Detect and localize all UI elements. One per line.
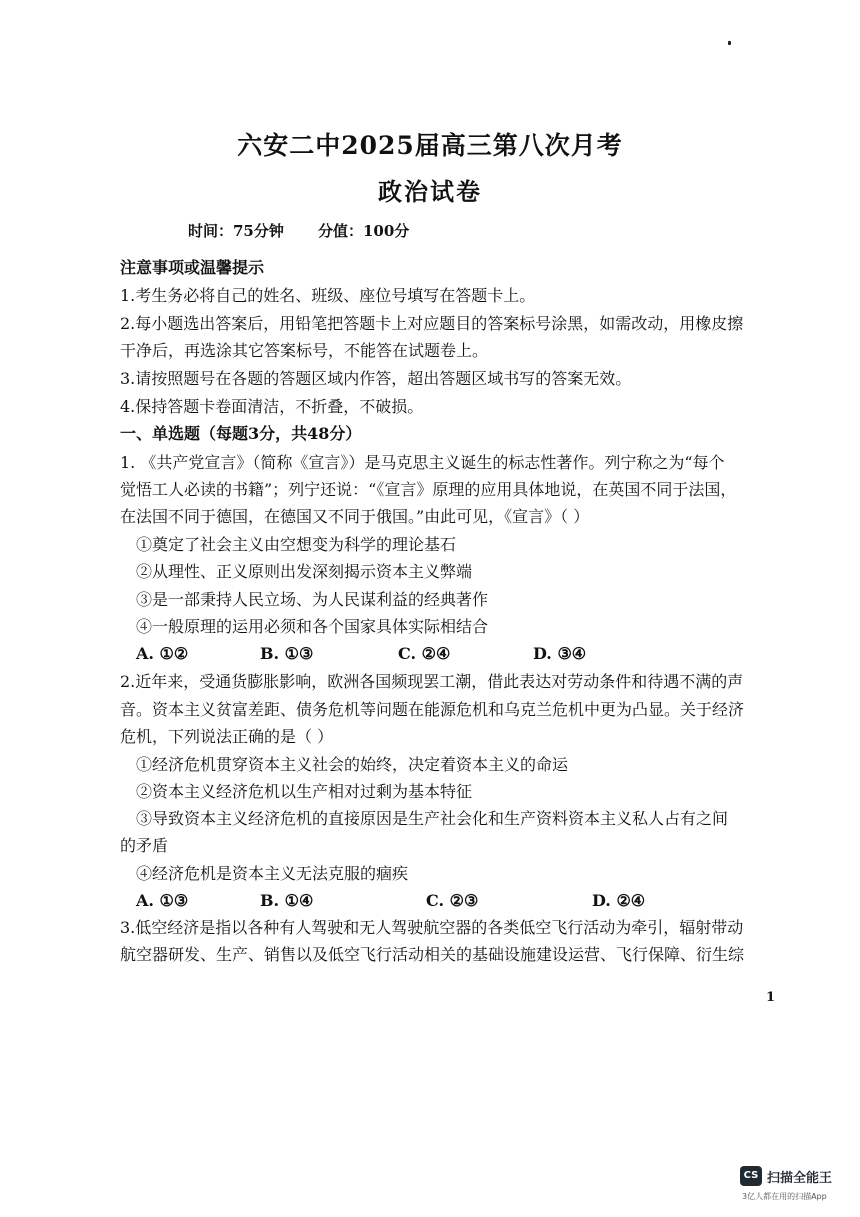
notice-item: 1.考生务必将自己的姓名、班级、座位号填写在答题卡上。: [120, 286, 536, 305]
notice-item: 干净后，再选涂其它答案标号，不能答在试题卷上。: [120, 341, 489, 360]
answer-option-a: A. ①②: [136, 644, 189, 663]
answer-option-b: B. ①③: [260, 644, 314, 663]
answer-option-d: D. ③④: [533, 644, 587, 663]
watermark-app-name: 扫描全能王: [767, 1171, 833, 1186]
notice-item: 3.请按照题号在各题的答题区域内作答，超出答题区域书写的答案无效。: [120, 369, 632, 388]
question-stem-line: 1. 《共产党宣言》（简称《宣言》）是马克思主义诞生的标志性著作。列宁称之为“每个: [120, 453, 725, 472]
question-stem-line: 航空器研发、生产、销售以及低空飞行活动相关的基础设施建设运营、飞行保障、衍生综: [120, 945, 745, 964]
notice-item: 4.保持答题卡卷面清洁，不折叠，不破损。: [120, 397, 424, 416]
answer-option-b: B. ①④: [260, 891, 314, 910]
camscanner-logo-icon: CS: [740, 1166, 762, 1186]
question-statement: ②资本主义经济危机以生产相对过剩为基本特征: [136, 782, 473, 801]
answer-option-c: C. ②④: [398, 644, 451, 663]
question-stem-line: 3.低空经济是指以各种有人驾驶和无人驾驶航空器的各类低空飞行活动为牵引，辐射带动: [120, 918, 744, 937]
exam-time: 时间：75分钟: [188, 222, 284, 240]
question-stem-line: 危机，下列说法正确的是（ ）: [120, 727, 334, 746]
notice-heading: 注意事项或温馨提示: [120, 258, 265, 277]
question-statement: ②从理性、正义原则出发深刻揭示资本主义弊端: [136, 562, 473, 581]
question-statement: ④一般原理的运用必须和各个国家具体实际相结合: [136, 617, 489, 636]
exam-subtitle: 政治试卷: [378, 177, 482, 206]
question-stem-line: 音。资本主义贫富差距、债务危机等问题在能源危机和乌克兰危机中更为凸显。关于经济: [120, 700, 745, 719]
answer-option-a: A. ①③: [136, 891, 189, 910]
exam-score: 分值：100分: [318, 222, 410, 240]
question-stem-line: 2.近年来，受通货膨胀影响，欧洲各国频现罢工潮，借此表达对劳动条件和待遇不满的声: [120, 672, 744, 691]
question-stem-line: 在法国不同于德国，在德国又不同于俄国。”由此可见，《宣言》（ ）: [120, 507, 590, 526]
scanner-watermark: [740, 1166, 844, 1206]
section-heading: 一、单选题（每题3分，共48分）: [120, 424, 362, 443]
scan-speck: [728, 41, 731, 45]
question-statement: ④经济危机是资本主义无法克服的痼疾: [136, 864, 409, 883]
answer-option-c: C. ②③: [426, 891, 479, 910]
question-stem-line: 觉悟工人必读的书籍”；列宁还说：“《宣言》原理的应用具体地说，在英国不同于法国，: [120, 480, 737, 499]
question-statement: ①奠定了社会主义由空想变为科学的理论基石: [136, 535, 457, 554]
watermark-tagline: 3亿人都在用的扫描App: [742, 1192, 827, 1201]
answer-option-d: D. ②④: [592, 891, 646, 910]
exam-title: 六安二中2025届高三第八次月考: [237, 131, 623, 160]
page-number: 1: [766, 990, 776, 1005]
question-statement: ①经济危机贯穿资本主义社会的始终，决定着资本主义的命运: [136, 755, 569, 774]
question-statement: 的矛盾: [120, 836, 169, 855]
question-statement: ③是一部秉持人民立场、为人民谋利益的经典著作: [136, 590, 489, 609]
question-statement: ③导致资本主义经济危机的直接原因是生产社会化和生产资料资本主义私人占有之间: [136, 809, 729, 828]
notice-item: 2.每小题选出答案后，用铅笔把答题卡上对应题目的答案标号涂黑，如需改动，用橡皮擦: [120, 314, 744, 333]
